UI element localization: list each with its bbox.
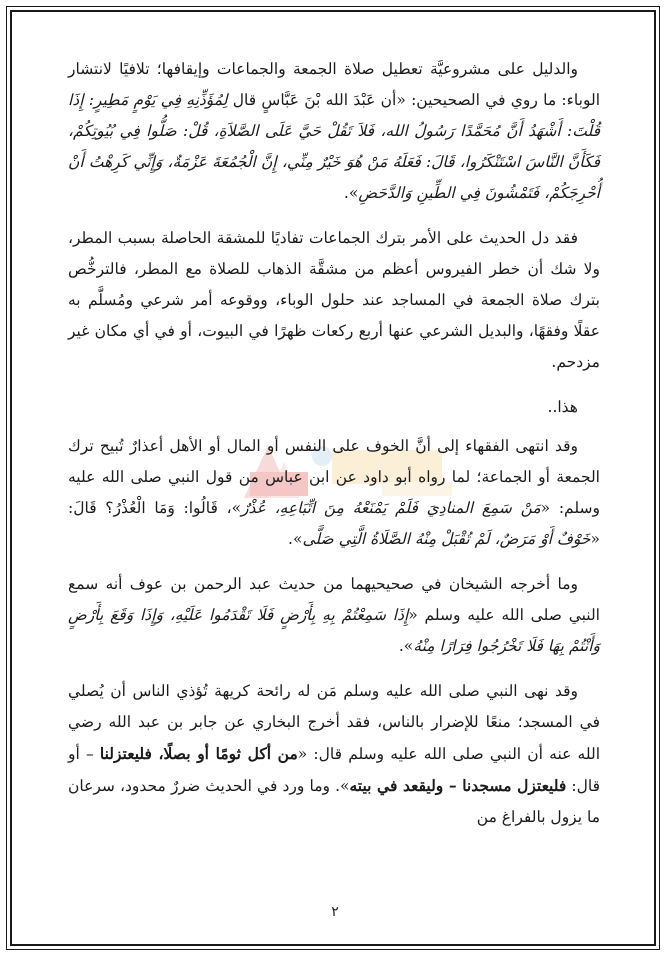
text-run: ». bbox=[288, 530, 303, 548]
text-run: والدليل على مشروعيَّة تعطيل صلاة الجمعة والجماعات وإيقافها؛ تلافيًا لانتشار الوباء: ما روي في الصحيحين: «أن عَبْدَ الله بْنَ عَبَّاسٍ قال bbox=[68, 60, 601, 109]
document-body bbox=[68, 54, 600, 847]
text-run: وقد انتهى الفقهاء إلى أنَّ الخوف على النفس أو المال أو الأهل أعذارٌ تُبيح ترك الجمعة أو الجماعة؛ لما رواه أبو داود عن ابن عباس من قول النبي صلى الله عليه وسلم: « bbox=[68, 437, 600, 517]
hadith-quote: مَنْ سَمِعَ المنادِيَ فَلَمْ يَمْنَعْهُ مِنَ اتِّبَاعِهِ، عُذْرٌ bbox=[241, 499, 541, 517]
paragraph-evidence bbox=[68, 54, 600, 209]
hadith-quote: لِمُؤَذِّنِهِ فِي يَوْمٍ مَطِيرٍ: إِذَا قُلْتَ: أَشْهَدُ أَنَّ مُحَمَّدًا رَسُولُ الله، فَلاَ تَقُلْ حَيَّ عَلَى الصَّلاَةِ، قُلْ: صَلُّوا فِي بُيُوتِكُمْ، فَكَأَنَّ النَّاسَ اسْتَنْكَرُوا، قَالَ: فَعَلَهُ مَنْ هُوَ خَيْرٌ مِنِّي، إِنَّ الْجُمُعَةَ عَزْمَةٌ، وَإِنِّي كَرِهْتُ أَنْ أُحْرِجَكُمْ، فَتَمْشُونَ فِي الطِّينِ وَالدَّحَضِ bbox=[68, 91, 600, 202]
text-run: هذا.. bbox=[547, 398, 578, 416]
paragraph-odor bbox=[68, 676, 600, 833]
text-run: فقد دل الحديث على الأمر بترك الجماعات تفاديًا للمشقة الحاصلة بسبب المطر، ولا شك أن خطر الفيروس أعظم من مشقَّة الذهاب للصلاة مع المطر، فالترخُّص بترك صلاة الجمعة في المساجد عند حلول الوباء، ووقوعه أمر شرعي ومُسلَّم به عقلًا وفقهًا، والبديل الشرعي عنها أربع ركعات ظهرًا في البيوت، أو في أي مكان غير مزدحم. bbox=[68, 229, 600, 371]
hadith-bold: فليعتزل مسجدنا – وليقعد في بيته bbox=[349, 776, 567, 795]
text-run: ». bbox=[343, 184, 359, 202]
text-run: ». وما ورد في الحديث ضررٌ محدود، سرعان ما يزول بالفراغ من bbox=[68, 777, 600, 826]
text-run: وقد نهى النبي صلى الله عليه وسلم مَن له رائحة كريهة تُؤذي الناس أن يُصلي في المسجد؛ منعًا للإضرار بالناس، فقد أخرج البخاري عن جابر بن عبد الله رضي الله عنه أن النبي صلى الله عليه وسلم قال: « bbox=[68, 682, 601, 763]
paragraph-rain bbox=[68, 223, 600, 378]
hadith-bold: من أكل ثومًا أو بصلًا، فليعتزلنا bbox=[99, 744, 298, 763]
text-run: وما أخرجه الشيخان في صحيحيهما من حديث عبد الرحمن بن عوف أنه سمع النبي صلى الله عليه وسلم « bbox=[68, 575, 600, 624]
paragraph-plague bbox=[68, 569, 600, 662]
paragraph-fear bbox=[68, 431, 600, 555]
text-run: – أو قال: bbox=[68, 745, 601, 795]
hadith-quote: إِذَا سَمِعْتُمْ بِهِ بِأَرْضٍ فَلَا تَقْدَمُوا عَلَيْهِ، وَإِذَا وَقَعَ بِأَرْضٍ وَأَنْتُمْ بِهَا فَلَا تَخْرُجُوا فِرَارًا مِنْهُ bbox=[68, 606, 600, 655]
paragraph-hadha bbox=[68, 392, 600, 423]
hadith-quote: خَوْفٌ أَوْ مَرَضٌ، لَمْ تُقْبَلْ مِنْهُ الصَّلَاةُ الَّتِي صَلَّى bbox=[302, 530, 591, 548]
page-number: ٢ bbox=[331, 904, 339, 920]
text-run: »، قَالُوا: وَمَا الْعُذْرُ؟ قَالَ: « bbox=[68, 499, 600, 548]
text-run: ». bbox=[398, 637, 414, 655]
